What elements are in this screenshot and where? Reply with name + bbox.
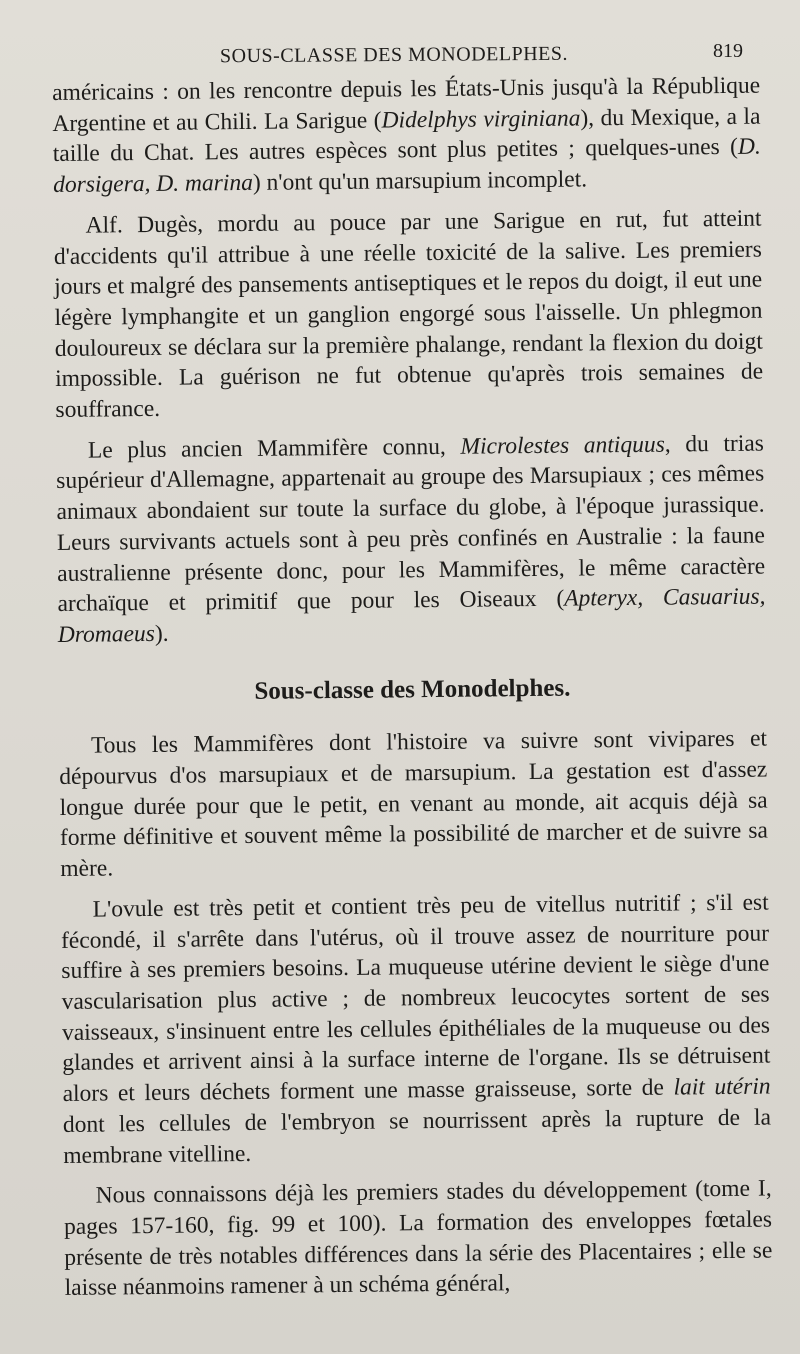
text-run: Le plus ancien Mammifère connu, (87, 433, 461, 464)
text-run: Nous connaissons déjà les premiers stades du développement (tome I, pages 157-160, fig. 99 et 100). La formation des enveloppes fœtales présente de très notables différences dans la série des Placentaires ; elle se laisse néanmoins ramener à un schéma général, (63, 1175, 773, 1302)
paragraph-duges-bite (53, 203, 763, 425)
paragraph-marsupial-range (52, 71, 761, 201)
text-run: ) n'ont qu'un marsupium incomplet. (252, 166, 588, 197)
species-name: Apteryx, Casuarius, Dromaeus (57, 583, 766, 648)
paragraph-ovule (61, 887, 772, 1171)
paragraph-viviparous (59, 724, 769, 885)
text-run: américains : on les rencontre depuis les États-Unis jusqu'à la République Argentine et au Chili. La Sarigue ( (52, 72, 761, 137)
term-italic: lait utérin (673, 1073, 771, 1101)
text-run: ). (154, 620, 169, 647)
paragraph-oldest-mammal (56, 428, 766, 650)
text-run: L'ovule est très petit et contient très peu de vitellus nutritif ; s'il est fécondé, il s'arrête dans l'utérus, où il trouve assez de nourriture pour suffire à ses premiers besoins. La muqueuse utérine devient le siège d'une vascularisation plus active ; de nombreux leucocytes sortent de ses vaisseaux, s'insinuent entre les cellules épithéliales de la muqueuse ou des glandes et arrivent ainsi à la surface interne de l'organe. Ils se détruisent alors et leurs déchets forment une masse graisseuse, sorte de (60, 889, 771, 1108)
species-name: D. dorsigera, D. marina (52, 133, 761, 199)
text-run: Tous les Mammifères dont l'histoire va suivre sont vivipares et dépourvus d'os marsupiaux et de marsupium. La gestation est d'assez longue durée pour que le petit, en venant au monde, ait acquis déjà sa forme définitive et souvent même la possibilité de marcher et de suivre sa mère. (59, 725, 769, 883)
body-text (52, 71, 773, 1304)
text-run: , du trias supérieur d'Allemagne, appartenait au groupe des Marsupiaux ; ces mêmes animaux abondaient sur toute la surface du globe, à l'époque jurassique. Leurs survivants actuels sont à peu près confinés en Australie : la faune australienne présente donc, pour les Mammifères, le même caractère archaïque et primitif que pour les Oiseaux ( (56, 430, 766, 618)
paragraph-development (64, 1174, 773, 1304)
text-run: dont les cellules de l'embryon se nourrissent après la rupture de la membrane vitelline. (62, 1104, 772, 1169)
text-run: ), du Mexique, a la taille du Chat. Les autres espèces sont plus petites ; quelques-unes ( (52, 103, 761, 168)
text-run: Alf. Dugès, mordu au pouce par une Sarigue en rut, fut atteint d'accidents qu'il attribue à une réelle toxicité de la salive. Les premiers jours et malgré des pansements antiseptiques et le repos du doigt, il eut une légère lymphangite et un ganglion engorgé sous l'aisselle. Un phlegmon douloureux se déclara sur la première phalange, rendant la flexion du doigt impossible. La guérison ne fut obtenue qu'après trois semaines de souffrance. (53, 205, 764, 424)
section-title: Sous-classe des Monodelphes. (254, 674, 571, 705)
running-head: SOUS-CLASSE DES MONODELPHES. (219, 42, 569, 68)
page-number: 819 (713, 40, 743, 62)
species-name: Microlestes antiquus (460, 431, 665, 460)
species-name: Didelphys virginiana (381, 105, 581, 134)
